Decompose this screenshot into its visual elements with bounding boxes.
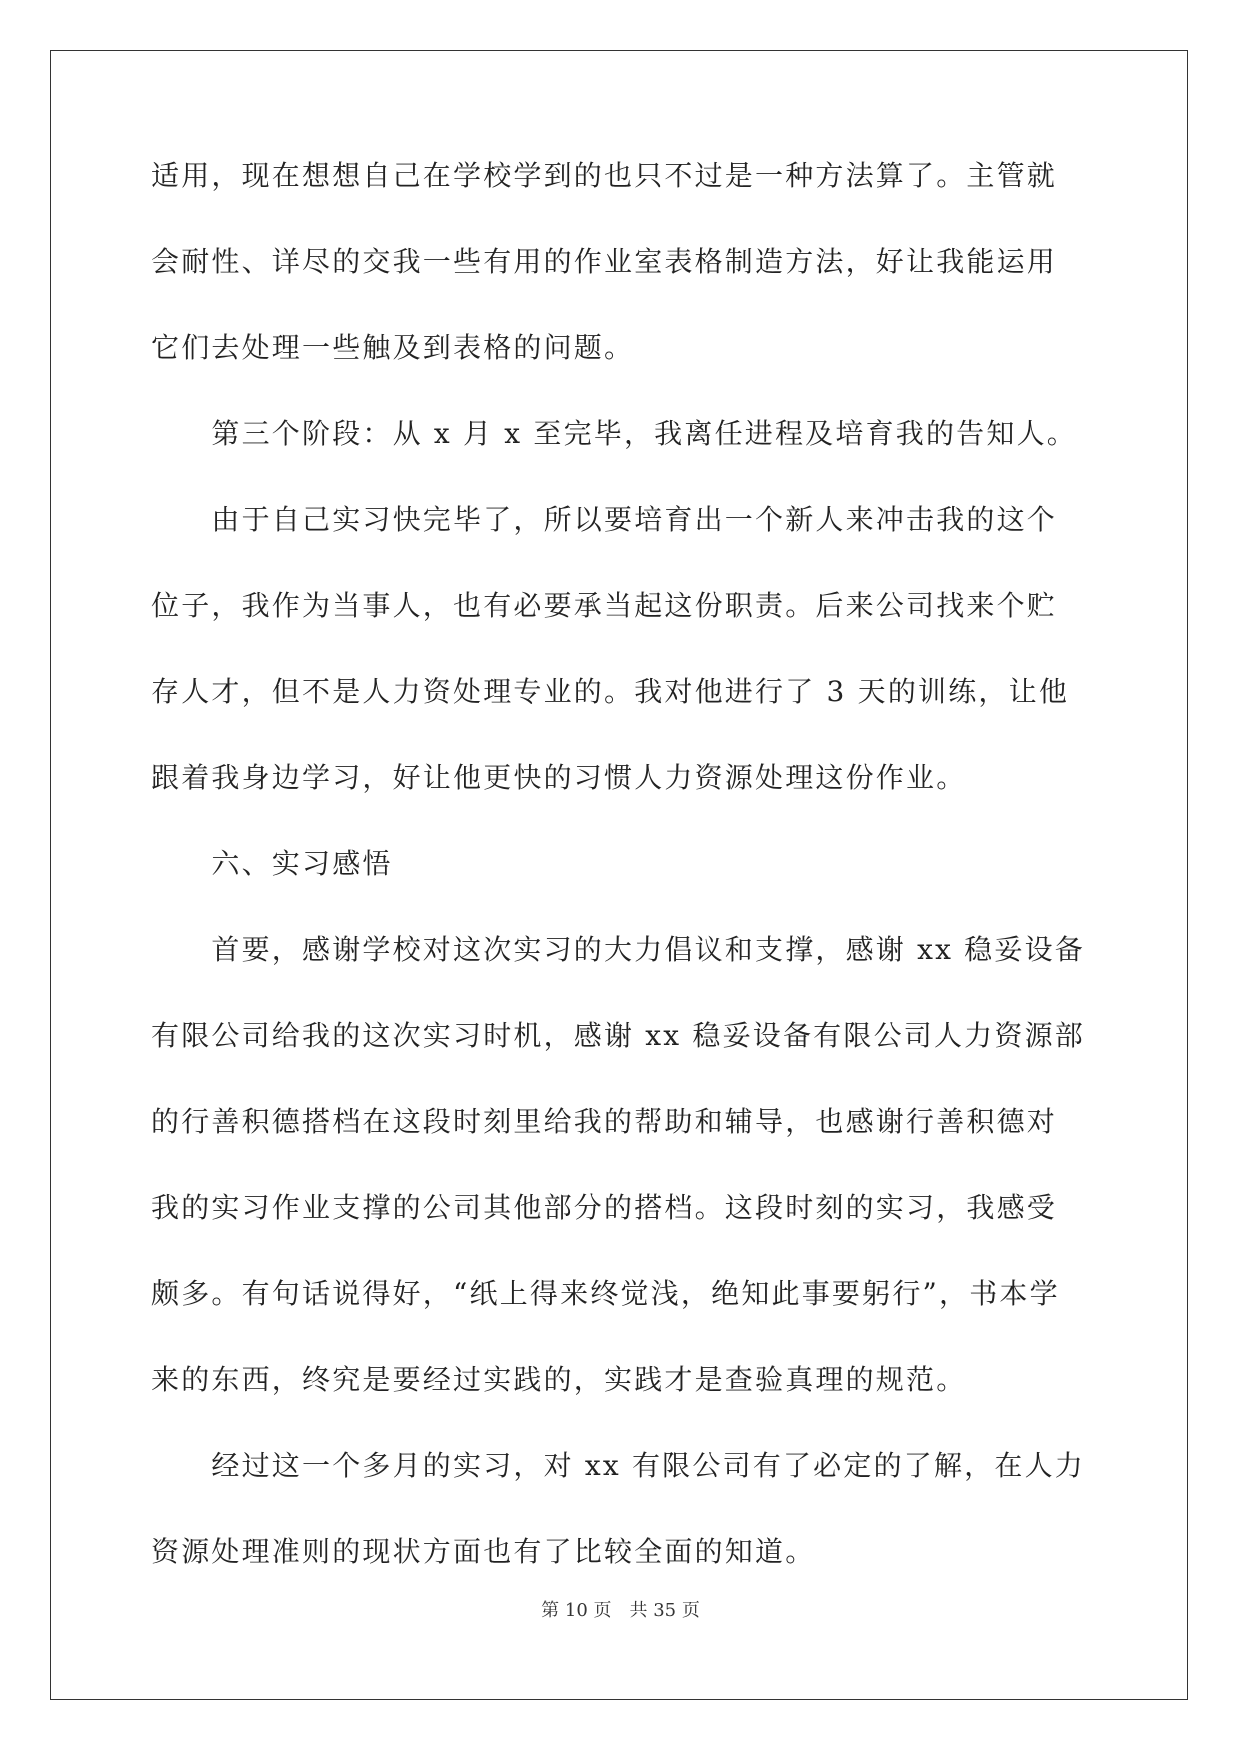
page-footer <box>0 1596 1241 1622</box>
text-line: 第三个阶段：从 x 月 x 至完毕，我离任进程及培育我的告知人。 <box>151 417 1077 450</box>
text-line: 位子，我作为当事人，也有必要承当起这份职责。后来公司找来个贮 <box>151 589 1058 622</box>
page-total: 共 35 页 <box>629 1600 700 1621</box>
text-line: 存人才，但不是人力资处理专业的。我对他进行了 3 天的训练，让他 <box>151 675 1070 708</box>
text-line: 会耐性、详尽的交我一些有用的作业室表格制造方法，好让我能运用 <box>151 245 1058 278</box>
text-line: 的行善积德搭档在这段时刻里给我的帮助和辅导，也感谢行善积德对 <box>151 1105 1058 1138</box>
page-number: 第 10 页 <box>541 1600 612 1621</box>
text-line: 我的实习作业支撑的公司其他部分的搭档。这段时刻的实习，我感受 <box>151 1191 1058 1224</box>
section-heading: 六、实习感悟 <box>151 847 393 880</box>
text-line: 首要，感谢学校对这次实习的大力倡议和支撑，感谢 xx 稳妥设备 <box>151 933 1085 966</box>
text-line: 有限公司给我的这次实习时机，感谢 xx 稳妥设备有限公司人力资源部 <box>151 1019 1085 1052</box>
text-line: 跟着我身边学习，好让他更快的习惯人力资源处理这份作业。 <box>151 761 967 794</box>
text-line: 颇多。有句话说得好，“纸上得来终觉浅，绝知此事要躬行”，书本学 <box>151 1277 1060 1310</box>
text-line: 资源处理准则的现状方面也有了比较全面的知道。 <box>151 1535 816 1568</box>
text-line: 来的东西，终究是要经过实践的，实践才是查验真理的规范。 <box>151 1363 967 1396</box>
text-line: 它们去处理一些触及到表格的问题。 <box>151 331 635 364</box>
text-line: 经过这一个多月的实习，对 xx 有限公司有了必定的了解，在人力 <box>151 1449 1085 1482</box>
text-line: 适用，现在想想自己在学校学到的也只不过是一种方法算了。主管就 <box>151 159 1058 192</box>
text-line: 由于自己实习快完毕了，所以要培育出一个新人来冲击我的这个 <box>151 503 1058 536</box>
